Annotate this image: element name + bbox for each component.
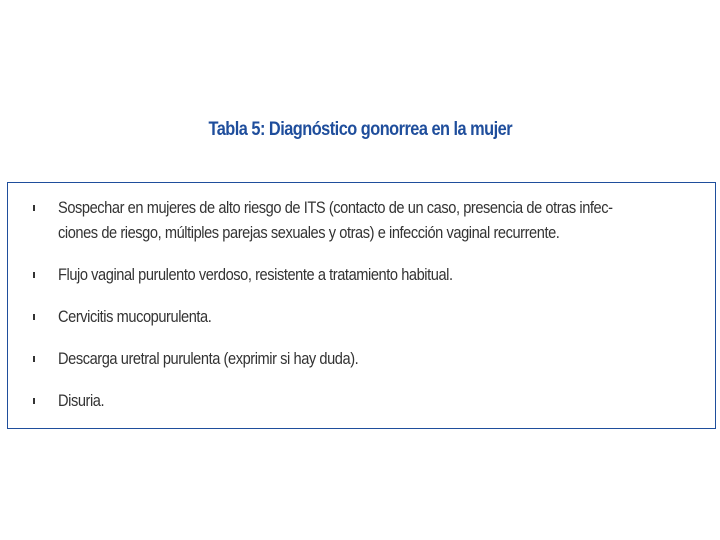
list-item <box>8 195 715 245</box>
bullet-icon <box>33 314 35 320</box>
list-item <box>8 346 715 371</box>
bullet-icon <box>33 205 35 211</box>
list-item-text-line2: ciones de riesgo, múltiples parejas sexuales y otras) e infección vaginal recurrente. <box>58 223 560 242</box>
criteria-box <box>7 182 716 429</box>
bullet-icon <box>33 398 35 404</box>
bullet-icon <box>33 272 35 278</box>
list-item <box>8 388 715 413</box>
list-item-text: Flujo vaginal purulento verdoso, resistente a tratamiento habitual. <box>58 265 453 284</box>
table-title: Tabla 5: Diagnóstico gonorrea en la mujer <box>208 119 513 140</box>
list-item-text: Disuria. <box>58 391 105 410</box>
list-item-text: Cervicitis mucopurulenta. <box>58 307 212 326</box>
criteria-list <box>8 195 715 430</box>
list-item-text-line1: Sospechar en mujeres de alto riesgo de ITS (contacto de un caso, presencia de otras infec- <box>58 198 613 217</box>
list-item-text: Descarga uretral purulenta (exprimir si hay duda). <box>58 349 359 368</box>
bullet-icon <box>33 356 35 362</box>
list-item <box>8 304 715 329</box>
list-item <box>8 262 715 287</box>
